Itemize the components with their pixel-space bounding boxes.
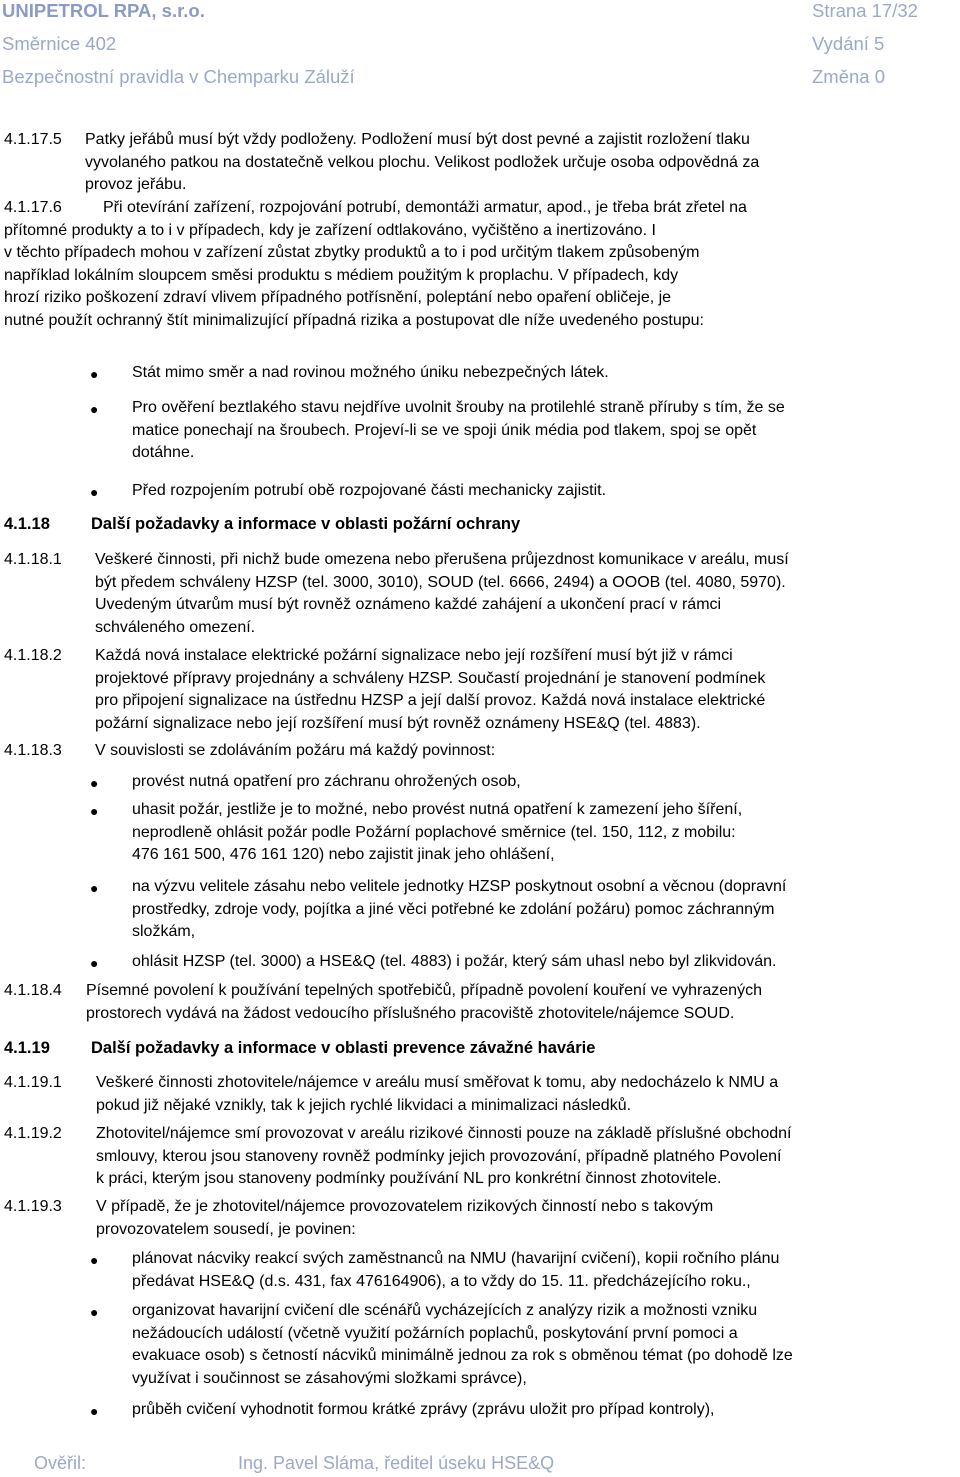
paragraph-number: 4.1.17.6 — [4, 199, 62, 216]
bullet-icon: ● — [90, 775, 99, 791]
text-line: k práci, kterým jsou stanoveny podmínky používání NL pro konkrétní činnost zhotovitele. — [96, 1170, 722, 1188]
paragraph-number: 4.1.19.1 — [4, 1074, 62, 1091]
text-line: Před rozpojením potrubí obě rozpojované části mechanicky zajistit. — [132, 482, 607, 499]
text-line: například lokálním sloupcem směsi produktu s médiem použitým k proplachu. V případech, kdy — [4, 266, 679, 284]
paragraph-number: 4.1.18.1 — [4, 551, 62, 568]
text-line: Při otevírání zařízení, rozpojování potrubí, demontáži armatur, apod., je třeba brát zřetel na — [103, 199, 747, 216]
bullet-item — [132, 1248, 958, 1293]
paragraph-number: 4.1.19.2 — [4, 1125, 62, 1142]
edition: Vydání 5 — [812, 33, 885, 54]
bullet-icon: ● — [90, 803, 99, 819]
text-line: provozovatelem sousedí, je povinen: — [96, 1220, 356, 1238]
paragraph-number: 4.1.18.3 — [4, 742, 62, 759]
paragraph-4-1-18-4 — [86, 980, 957, 1025]
text-line: provést nutná opatření pro záchranu ohrožených osob, — [132, 773, 521, 790]
text-line: provoz jeřábu. — [85, 176, 187, 194]
section-number: 4.1.18 — [4, 515, 50, 533]
text-line: smlouvy, kterou jsou stanoveny rovněž podmínky jejich provozování, případně platného Povolení — [96, 1147, 782, 1165]
bullet-icon: ● — [90, 1304, 99, 1320]
paragraph-4-1-17-6 — [4, 197, 956, 333]
text-line: Stát mimo směr a nad rovinou možného úniku nebezpečných látek. — [132, 364, 609, 381]
paragraph-number: 4.1.18.4 — [4, 982, 62, 999]
text-line: prostorech vydává na žádost vedoucího příslušného pracoviště zhotovitele/nájemce SOUD. — [86, 1004, 735, 1022]
section-title: Další požadavky a informace v oblasti požární ochrany — [91, 515, 521, 533]
text-line: neprodleně ohlásit požár podle Požární poplachové směrnice (tel. 150, 112, z mobilu: — [132, 823, 736, 841]
paragraph-4-1-19-3 — [96, 1196, 957, 1241]
text-line: Veškeré činnosti zhotovitele/nájemce v areálu musí směřovat k tomu, aby nedocházelo k NMU a — [96, 1074, 779, 1091]
bullet-icon: ● — [90, 1403, 99, 1419]
text-line: přítomné produkty a to i v případech, kdy je zařízení odtlakováno, vyčištěno a inertizováno. I — [4, 221, 656, 239]
paragraph-4-1-19-2 — [96, 1123, 957, 1191]
text-line: dotáhne. — [132, 444, 195, 462]
company-name: UNIPETROL RPA, s.r.o. — [2, 0, 205, 21]
text-line: plánovat nácviky reakcí svých zaměstnanců na NMU (havarijní cvičení), kopii ročního plánu — [132, 1250, 780, 1267]
section-heading-4-1-18 — [4, 513, 521, 536]
text-line: předávat HSE&Q (d.s. 431, fax 476164906), a to vždy do 15. 11. předcházejícího roku., — [132, 1272, 751, 1290]
paragraph-number: 4.1.17.5 — [4, 131, 62, 148]
text-line: vyvolaného patkou na dostatečně velkou plochu. Velikost podložek určuje osoba odpovědná za — [85, 153, 760, 171]
text-line: ohlásit HZSP (tel. 3000) a HSE&Q (tel. 4883) i požár, který sám uhasl nebo byl zlikvidován. — [132, 953, 777, 970]
paragraph-4-1-19-1 — [96, 1072, 957, 1117]
bullet-item — [132, 397, 958, 465]
text-line: projektové přípravy projednány a schváleny HZSP. Součastí projednání je stanovení podmínek — [95, 669, 766, 687]
text-line: V případě, že je zhotovitel/nájemce provozovatelem rizikových činností nebo s takovým — [96, 1198, 714, 1215]
bullet-item — [132, 951, 958, 974]
text-line: hrozí riziko poškození zdraví vlivem případného potřísnění, poleptání nebo opaření obličeje, je — [4, 289, 672, 307]
section-heading-4-1-19 — [4, 1037, 596, 1060]
header-row-2 — [0, 31, 960, 57]
text-line: nežádoucích událostí (včetně využití požárních poplachů, poskytování první pomoci a — [132, 1324, 738, 1342]
section-number: 4.1.19 — [4, 1039, 50, 1057]
text-line: uhasit požár, jestliže je to možné, nebo provést nutná opatření k zamezení jeho šíření, — [132, 801, 743, 818]
text-line: matice ponechají na šroubech. Projeví-li se ve spoji únik média pod tlakem, spoj se opět — [132, 421, 757, 439]
text-line: Uvedeným útvarům musí být rovněž oznámeno každé zahájení a ukončení prací v rámci — [95, 596, 722, 614]
text-line: organizovat havarijní cvičení dle scénářů vycházejících z analýzy rizik a možnosti vzniku — [132, 1302, 758, 1319]
text-line: pro připojení signalizace na ústřednu HZSP a její další provoz. Každá nová instalace elektrické — [95, 692, 766, 710]
text-line: V souvislosti se zdoláváním požáru má každý povinnost: — [95, 742, 496, 759]
footer-label: Ověřil: — [34, 1453, 87, 1473]
text-line: schváleného omezení. — [95, 618, 256, 636]
paragraph-number: 4.1.18.2 — [4, 647, 62, 664]
text-line: Každá nová instalace elektrické požární signalizace nebo její rozšíření musí být již v rámci — [95, 647, 733, 664]
text-line: být předem schváleny HZSP (tel. 3000, 3010), SOUD (tel. 6666, 2494) a OOOB (tel. 4080, 5970). — [95, 573, 786, 591]
text-line: Zhotovitel/nájemce smí provozovat v areálu rizikové činnosti pouze na základě příslušné obchodní — [96, 1125, 792, 1142]
paragraph-4-1-18-1 — [95, 549, 957, 639]
text-line: Pro ověření beztlakého stavu nejdříve uvolnit šrouby na protilehlé straně příruby s tím, že se — [132, 399, 785, 416]
directive-number: Směrnice 402 — [2, 33, 117, 54]
text-line: Písemné povolení k používání tepelných spotřebičů, případně povolení kouření ve vyhrazených — [86, 982, 762, 999]
bullet-item — [132, 362, 958, 385]
text-line: Patky jeřábů musí být vždy podloženy. Podložení musí být dost pevné a zajistit rozložení tlaku — [85, 131, 750, 148]
footer-approver: Ing. Pavel Sláma, ředitel úseku HSE&Q — [238, 1453, 555, 1473]
bullet-icon: ● — [90, 401, 99, 417]
bullet-icon: ● — [90, 880, 99, 896]
document-title: Bezpečnostní pravidla v Chemparku Záluží — [2, 66, 355, 87]
bullet-item — [132, 1399, 958, 1422]
bullet-item — [132, 799, 958, 867]
text-line: nutné použít ochranný štít minimalizující případná rizika a postupovat dle níže uvedeného postupu: — [4, 311, 704, 329]
bullet-icon: ● — [90, 955, 99, 971]
text-line: prostředky, zdroje vody, pojítka a jiné věci potřebné ke zdolání požáru) pomoc záchranným — [132, 900, 775, 918]
header-row-1 — [0, 0, 960, 24]
text-line: průběh cvičení vyhodnotit formou krátké zprávy (zprávu uložit pro případ kontroly), — [132, 1401, 715, 1418]
bullet-item — [132, 480, 958, 503]
section-title: Další požadavky a informace v oblasti prevence závažné havárie — [91, 1039, 596, 1057]
bullet-item — [132, 876, 958, 944]
bullet-item — [132, 771, 958, 794]
header-row-3 — [0, 64, 960, 90]
text-line: pokud již nějaké vznikly, tak k jejich rychlé likvidaci a minimalizaci následků. — [96, 1096, 632, 1114]
change-number: Změna 0 — [812, 66, 886, 87]
bullet-icon: ● — [90, 484, 99, 500]
bullet-icon: ● — [90, 1252, 99, 1268]
paragraph-4-1-18-3 — [95, 740, 957, 763]
bullet-icon: ● — [90, 366, 99, 382]
text-line: v těchto případech mohou v zařízení zůstat zbytky produktů a to i pod určitým tlakem způsobeným — [4, 244, 700, 262]
text-line: evakuace osob) s četností nácviků minimálně jednou za rok s obměnou témat (po dohodě lze — [132, 1347, 793, 1365]
paragraph-4-1-17-5 — [85, 129, 957, 197]
paragraph-4-1-18-2 — [95, 645, 957, 735]
text-line: využívat i součinnost se zásahovými složkami správce), — [132, 1369, 527, 1387]
text-line: na výzvu velitele zásahu nebo velitele jednotky HZSP poskytnout osobní a věcnou (dopravní — [132, 878, 787, 895]
page-number: Strana 17/32 — [812, 0, 918, 21]
text-line: 476 161 500, 476 161 120) nebo zajistit jinak jeho ohlášení, — [132, 846, 555, 864]
text-line: požární signalizace nebo její rozšíření musí být rovněž oznámeny HSE&Q (tel. 4883). — [95, 714, 701, 732]
paragraph-number: 4.1.19.3 — [4, 1198, 62, 1215]
bullet-item — [132, 1300, 958, 1390]
text-line: Veškeré činnosti, při nichž bude omezena nebo přerušena průjezdnost komunikace v areálu, musí — [95, 551, 789, 568]
text-line: složkám, — [132, 923, 196, 941]
